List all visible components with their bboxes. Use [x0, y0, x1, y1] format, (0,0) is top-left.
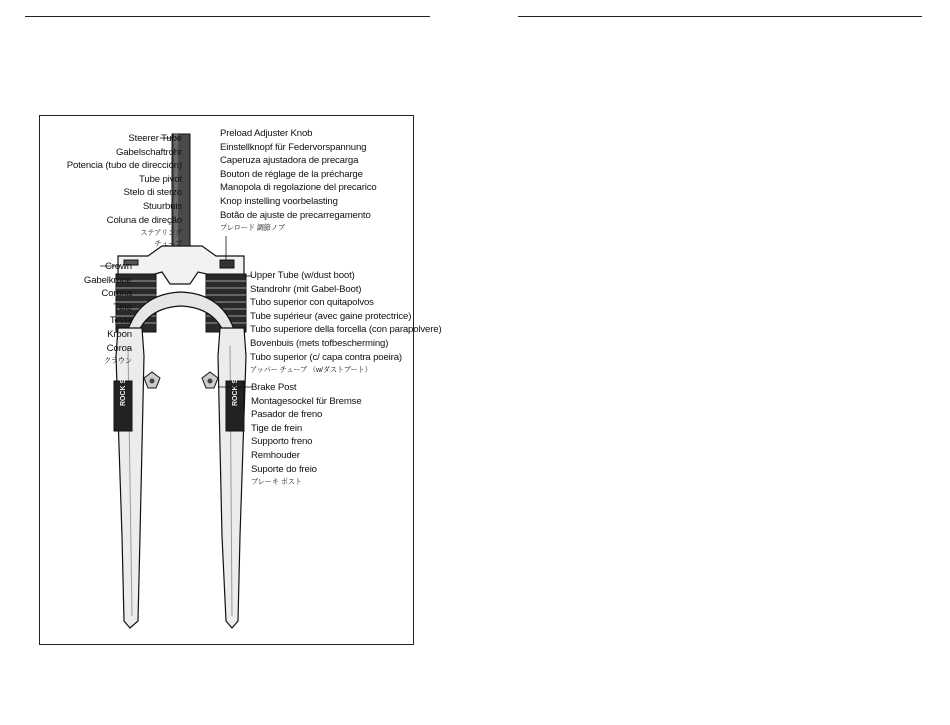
- label-crown-nl: Kroon: [107, 328, 132, 340]
- label-preload-it: Manopola di regolazione del precarico: [220, 182, 377, 194]
- label-upper-en: Upper Tube (w/dust boot): [250, 270, 355, 281]
- label-steerer-it: Stelo di sterzo: [123, 187, 182, 199]
- label-steerer-pt: Coluna de direção: [106, 214, 182, 226]
- label-crown-it: Testa: [109, 315, 132, 327]
- label-group-upper-tube: [250, 269, 442, 375]
- label-group-preload-knob: [220, 127, 377, 233]
- label-steerer-nl: Stuurbuis: [142, 200, 182, 212]
- label-group-crown: [84, 260, 132, 366]
- label-crown-fr: Tête: [113, 301, 132, 313]
- label-steerer-fr: Tube pivot: [139, 173, 182, 185]
- label-preload-fr: Bouton de réglage de la précharge: [220, 168, 363, 180]
- label-brake-pt: Suporte do freio: [251, 463, 317, 475]
- label-upper-fr: Tube supérieur (avec gaine protectrice): [250, 310, 412, 322]
- label-upper-it: Tubo superiore della forcella (con parapolvere): [250, 324, 442, 336]
- label-steerer-jp-1: ステアリング: [140, 228, 182, 238]
- label-crown-pt: Coroa: [106, 342, 132, 354]
- label-upper-pt: Tubo superior (c/ capa contra poeira): [250, 351, 402, 363]
- label-steerer-jp-2: チューブ: [154, 239, 182, 249]
- label-group-brake-post: [251, 381, 362, 487]
- label-preload-es: Caperuza ajustadora de precarga: [220, 155, 359, 167]
- brake-post-left: [144, 372, 160, 388]
- label-brake-de: Montagesockel für Bremse: [251, 395, 362, 407]
- label-brake-es: Pasador de freno: [251, 409, 323, 421]
- label-preload-de: Einstellknopf für Federvorspannung: [220, 141, 367, 153]
- label-brake-jp: ブレーキ ポスト: [251, 477, 302, 487]
- decal-right-text: ROCK SHOX: [232, 363, 239, 406]
- label-upper-jp: アッパー チューブ （w/ダストブート）: [250, 365, 372, 375]
- label-brake-en: Brake Post: [251, 382, 297, 393]
- label-crown-de: Gabelkrone: [83, 274, 132, 286]
- label-brake-it: Supporto freno: [251, 436, 313, 448]
- label-crown-jp: クラウン: [103, 356, 132, 366]
- label-crown-en: Crown: [105, 261, 132, 272]
- label-preload-pt: Botão de ajuste de precarregamento: [220, 209, 371, 221]
- brake-post-right: [202, 372, 218, 388]
- label-preload-jp: プレロード 調節ノブ: [220, 223, 285, 233]
- label-brake-fr: Tige de frein: [251, 422, 303, 434]
- label-upper-nl: Bovenbuis (mets tofbescherming): [250, 337, 389, 349]
- label-preload-en: Preload Adjuster Knob: [220, 128, 313, 139]
- label-upper-de: Standrohr (mit Gabel-Boot): [250, 283, 362, 295]
- label-upper-es: Tubo superior con quitapolvos: [250, 297, 374, 309]
- label-brake-nl: Remhouder: [251, 449, 300, 461]
- label-steerer-es: Potencia (tubo de dirección): [66, 160, 182, 172]
- decal-left-text: ROCK SHOX: [120, 363, 127, 406]
- label-crown-es: Corona: [101, 288, 132, 300]
- preload-knob: [220, 260, 234, 268]
- label-preload-nl: Knop instelling voorbelasting: [220, 195, 338, 207]
- label-group-steerer-tube: [67, 132, 182, 249]
- label-steerer-de: Gabelschaftrohr: [115, 146, 182, 158]
- header-rule-left: [25, 16, 430, 17]
- fork-diagram-frame: [39, 115, 442, 645]
- header-rule-right: [518, 16, 922, 17]
- label-steerer-en: Steerer Tube: [128, 133, 182, 144]
